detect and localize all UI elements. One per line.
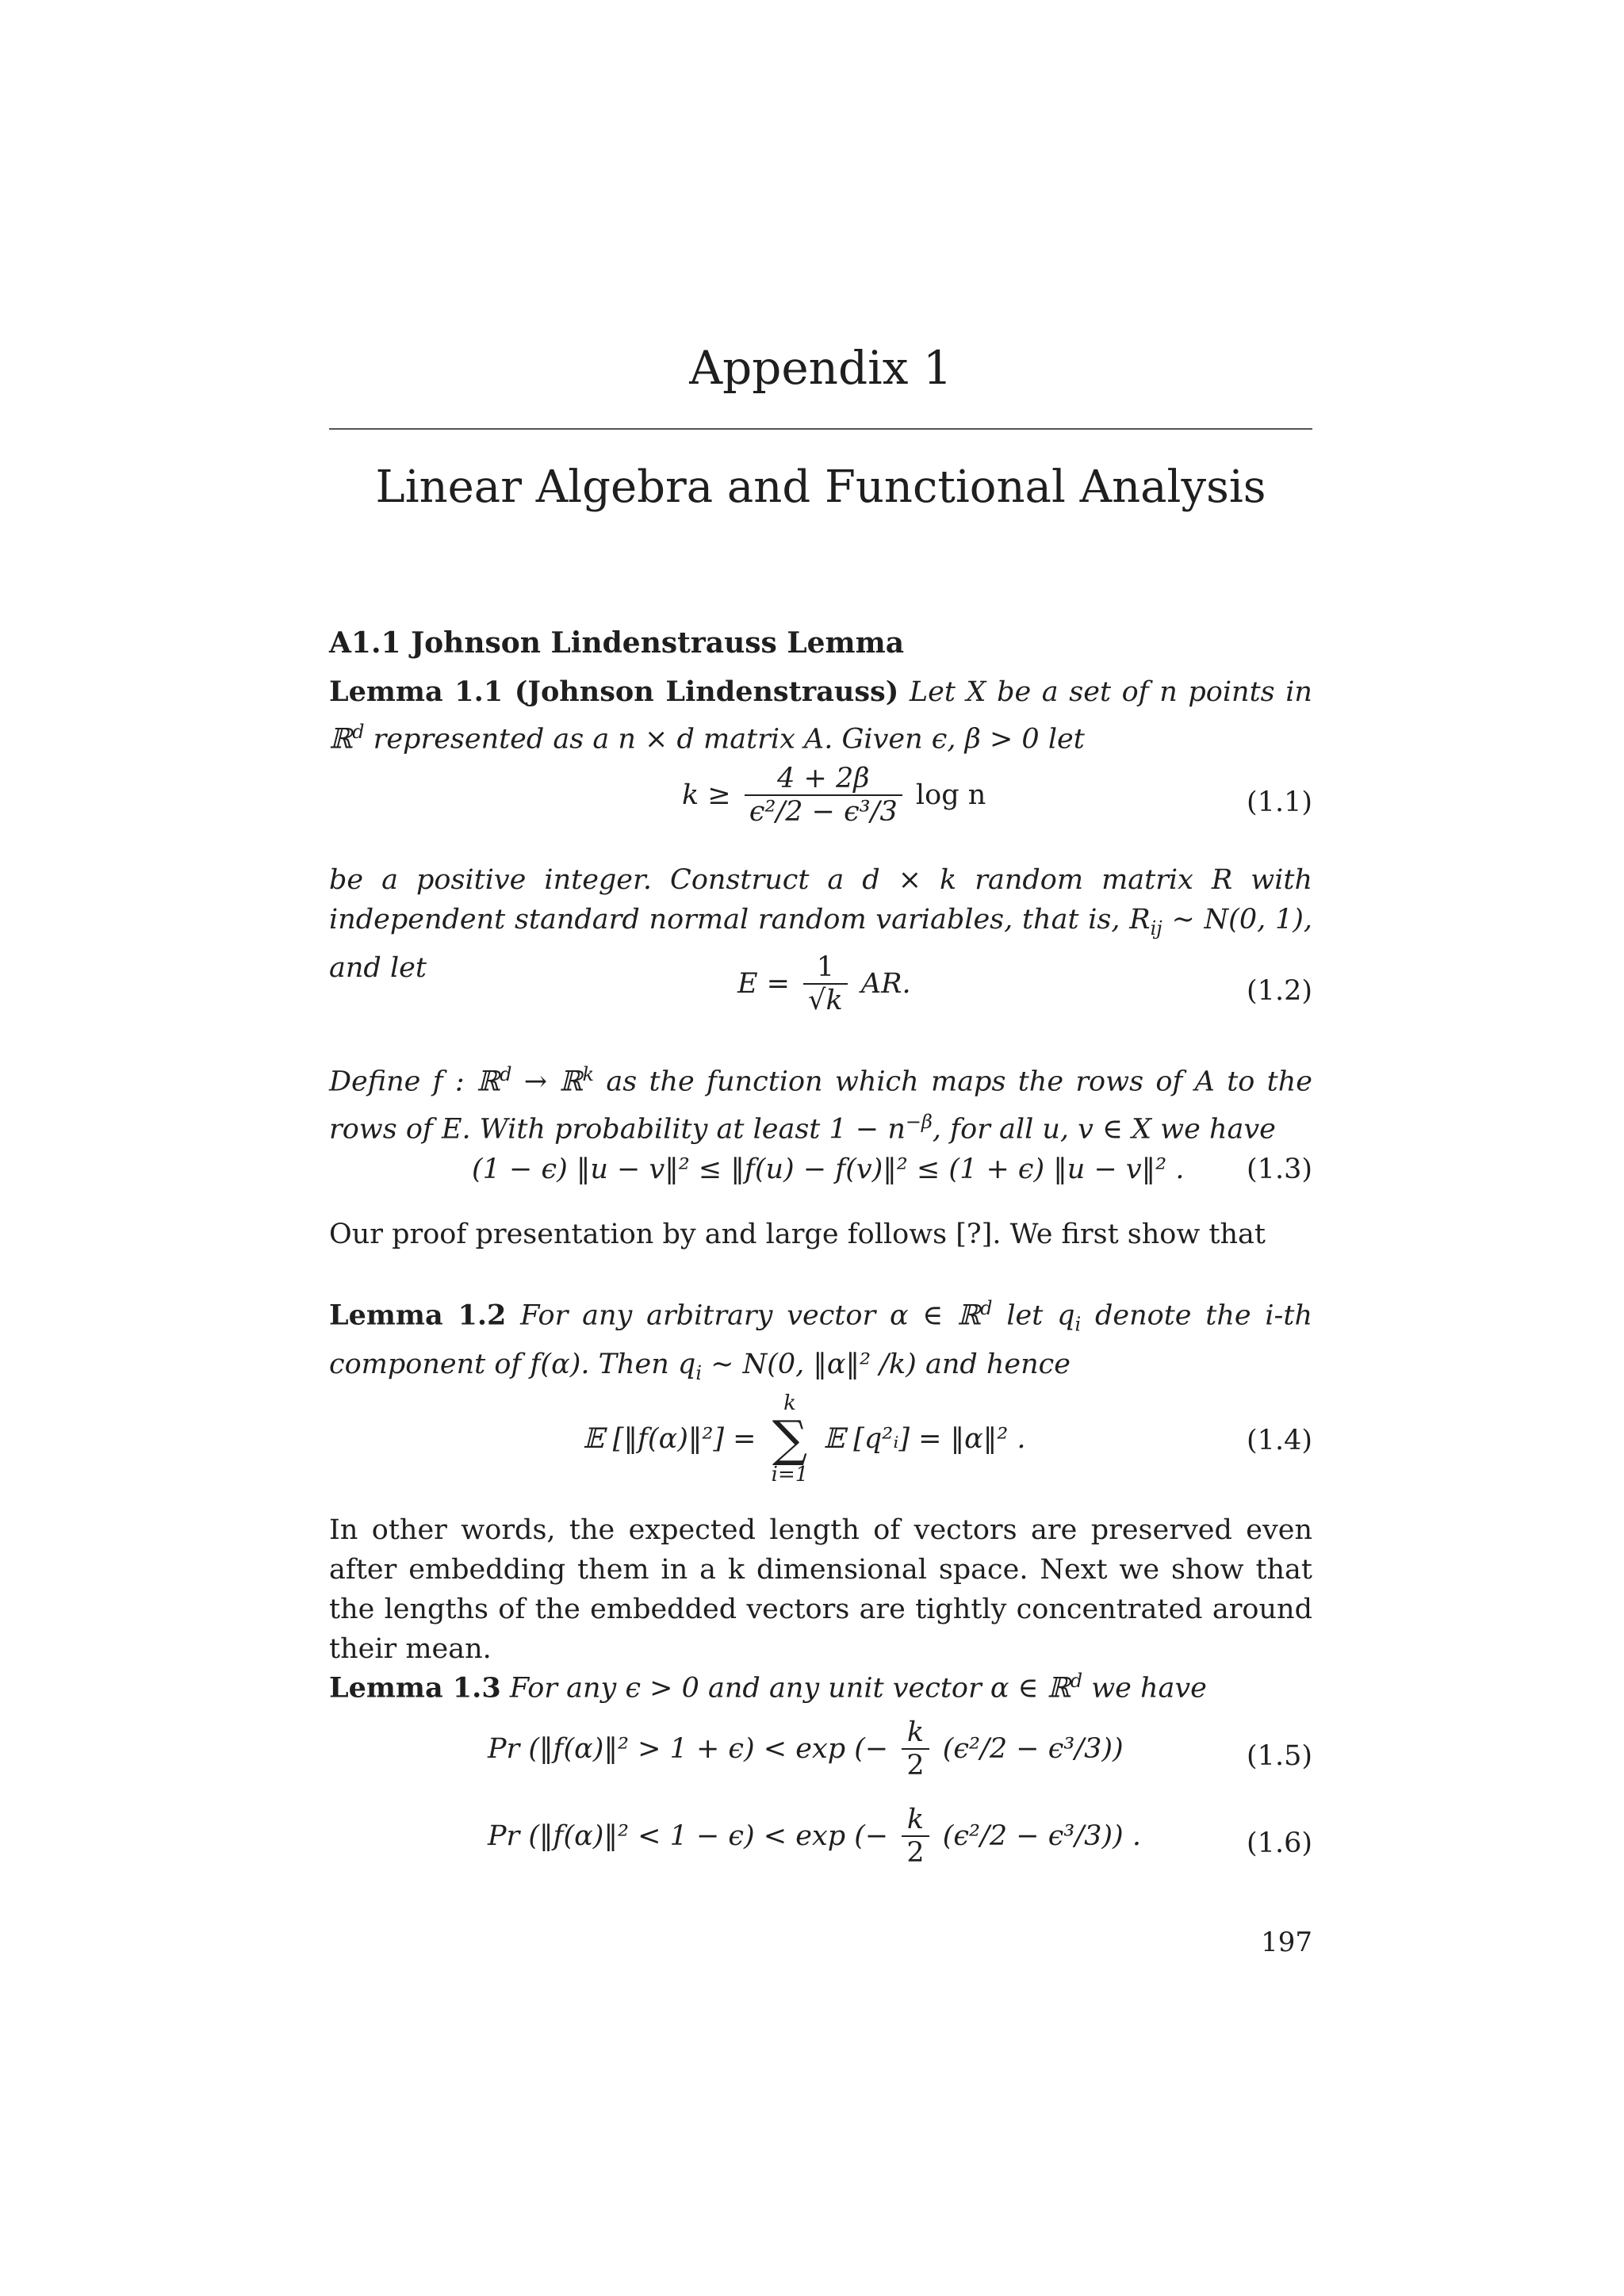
equation-1-2: E = $\frac{1}{√k}$ AR. (1.2) bbox=[737, 951, 1312, 1016]
lemma-1-statement: Lemma 1.1 (Johnson Lindenstrauss) Let X be a set of n points in ℝ$^d$ represented as a n × d matrix A. Given ϵ, β > 0 let bbox=[329, 675, 1312, 756]
equation-1-3: (1 − ϵ) ‖u − v‖² ≤ ‖f(u) − f(v)‖² ≤ (1 + ϵ) ‖u − v‖² . (1.3) bbox=[472, 1154, 1312, 1185]
lemma-3-statement: Lemma 1.3 For any ϵ > 0 and any unit vector α ∈ ℝ$^d$ we have bbox=[329, 1670, 1207, 1705]
title-rule bbox=[329, 428, 1312, 430]
summation: k ∑ i=1 bbox=[771, 1391, 809, 1487]
equation-number: (1.5) bbox=[1247, 1740, 1312, 1772]
lemma-1-define-f: Define f : ℝ$^d$ → ℝ$^k$ as the function which maps the rows of A to the rows of E. With probability at least $1 - n^{-\beta}$, for all u, v ∈ X we have bbox=[329, 1063, 1312, 1146]
eq2-fraction: $\frac{1}{√k}$ bbox=[803, 951, 848, 1016]
equation-1-6: Pr (‖f(α)‖² < 1 − ϵ) < exp (− $\frac{k}{2}$ (ϵ²/2 − ϵ³/3)) . (1.6) bbox=[488, 1804, 1312, 1869]
proof-note: Our proof presentation by and large follows [?]. We first show that bbox=[329, 1219, 1266, 1250]
equation-number: (1.1) bbox=[1247, 786, 1312, 818]
page-number: 197 bbox=[1261, 1927, 1312, 1958]
section-heading: A1.1 Johnson Lindenstrauss Lemma bbox=[329, 626, 905, 660]
lemma-1-label: Lemma 1.1 (Johnson Lindenstrauss) bbox=[329, 675, 899, 708]
equation-1-4: 𝔼 [‖f(α)‖²] = k ∑ i=1 𝔼 [q²ᵢ] = ‖α‖² . (1.4) bbox=[583, 1391, 1312, 1487]
chapter-label: Appendix 1 bbox=[689, 341, 952, 395]
lemma-3-label: Lemma 1.3 bbox=[329, 1671, 501, 1705]
equation-number: (1.4) bbox=[1247, 1425, 1312, 1456]
lemma-2-label: Lemma 1.2 bbox=[329, 1299, 507, 1332]
equation-1-5: Pr (‖f(α)‖² > 1 + ϵ) < exp (− $\frac{k}{2}$ (ϵ²/2 − ϵ³/3)) (1.5) bbox=[488, 1716, 1312, 1781]
after-lemma-2-paragraph: In other words, the expected length of vectors are preserved even after embedding them in a k dimensional space. Next we show that the lengths of the embedded vectors are tightly concentrated around their mean. bbox=[329, 1514, 1312, 1665]
lemma-2-statement: Lemma 1.2 For any arbitrary vector α ∈ ℝ$^d$ let $q_i$ denote the i-th component of f(α). Then $q_i$ ∼ N(0, ‖α‖² /k) and hence bbox=[329, 1297, 1312, 1384]
eq6-fraction: $\frac{k}{2}$ bbox=[902, 1804, 929, 1869]
equation-number: (1.6) bbox=[1247, 1827, 1312, 1859]
page bbox=[329, 0, 1312, 2296]
eq1-fraction: $\frac{4 + 2\beta}{\text{ϵ²/2 − ϵ³/3}}$ bbox=[745, 763, 902, 828]
lemma-1-construction: be a positive integer. Construct a d × k random matrix R with independent standard normal random variables, that is, $R_{ij}$ ∼ N(0, 1), and let bbox=[329, 864, 1312, 984]
chapter-title: Linear Algebra and Functional Analysis bbox=[375, 461, 1266, 513]
equation-number: (1.3) bbox=[1247, 1154, 1312, 1185]
equation-number: (1.2) bbox=[1247, 975, 1312, 1007]
equation-1-1: k ≥ $\frac{4 + 2\beta}{\text{ϵ²/2 − ϵ³/3}}$ log n (1.1) bbox=[682, 763, 1312, 828]
eq5-fraction: $\frac{k}{2}$ bbox=[902, 1716, 929, 1781]
